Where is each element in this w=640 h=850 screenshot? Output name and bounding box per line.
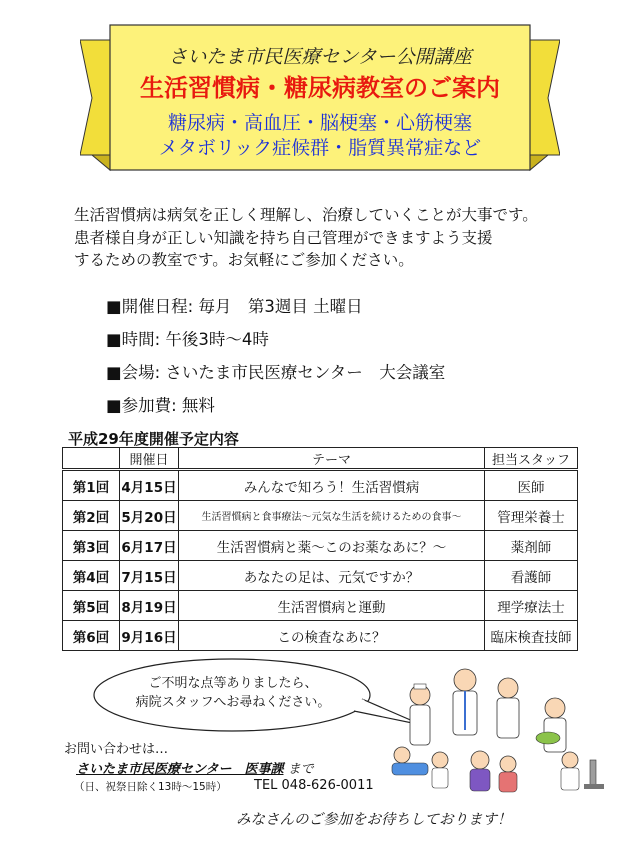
session-staff: 管理栄養士	[485, 501, 578, 531]
session-number: 第5回	[63, 591, 120, 621]
bubble-line: 病院スタッフへお尋ねください。	[135, 695, 331, 710]
title-banner	[80, 20, 560, 175]
session-number: 第3回	[63, 531, 120, 561]
session-number: 第4回	[63, 561, 120, 591]
banner-subtitle: さいたま市民医療センター公開講座	[168, 46, 472, 68]
header-cell: 担当スタッフ	[485, 448, 578, 470]
patient-head	[394, 747, 410, 763]
contact-org	[76, 758, 314, 777]
intro-line: 患者様自身が正しい知識を持ち自己管理ができますよう支援	[74, 228, 493, 247]
session-date: 4月15日	[120, 470, 179, 501]
bubble-line: ご不明な点等ありましたら、	[148, 676, 318, 691]
contact-hours: （日、祝祭日除く13時～15時）	[74, 781, 227, 793]
session-theme: 生活習慣病と薬～このお薬なあに？～	[179, 531, 485, 561]
schedule-title: 平成29年度開催予定内容	[68, 430, 239, 448]
table-row	[63, 561, 578, 591]
intro-line: するための教室です。お気軽にご参加ください。	[74, 251, 414, 269]
session-theme: 生活習慣病と運動	[179, 591, 485, 621]
hospital-staff-illustration	[380, 660, 620, 800]
session-theme: みんなで知ろう！生活習慣病	[179, 470, 485, 501]
contact-lead: お問い合わせは…	[64, 742, 169, 757]
session-staff: 臨床検査技師	[485, 621, 578, 651]
session-date: 5月20日	[120, 501, 179, 531]
header-cell: テーマ	[179, 448, 485, 470]
pharmacist-body	[497, 698, 519, 738]
table-row	[63, 501, 578, 531]
session-theme: 生活習慣病と食事療法～元気な生活を続けるための食事～	[179, 501, 485, 531]
session-number: 第6回	[63, 621, 120, 651]
session-date: 9月16日	[120, 621, 179, 651]
session-date: 8月19日	[120, 591, 179, 621]
session-staff: 医師	[485, 470, 578, 501]
nurse-body	[410, 705, 430, 745]
intro-line: 生活習慣病は病気を正しく理解し、治療していくことが大事です。	[74, 206, 538, 224]
contact-tel: TEL 048-626-0011	[254, 778, 374, 793]
contact-org-suffix: まで	[283, 762, 314, 777]
header-cell	[63, 448, 120, 470]
event-info	[106, 290, 445, 422]
info-venue: ■会場: さいたま市民医療センター 大会議室	[106, 363, 446, 382]
contact-org-name: さいたま市民医療センター 医事課	[76, 762, 284, 777]
contact-info	[64, 738, 374, 793]
doctor-head	[454, 669, 476, 691]
session-date: 7月15日	[120, 561, 179, 591]
session-number: 第1回	[63, 470, 120, 501]
microscope-icon	[590, 760, 596, 786]
session-staff: 看護師	[485, 561, 578, 591]
session-theme: この検査なあに？	[179, 621, 485, 651]
family-head	[471, 751, 489, 769]
info-time: ■時間: 午後3時～4時	[106, 330, 269, 349]
schedule-table	[62, 447, 578, 651]
banner-title: 生活習慣病・糖尿病教室のご案内	[140, 74, 500, 102]
table-row	[63, 531, 578, 561]
session-theme: あなたの足は、元気ですか？	[179, 561, 485, 591]
session-number: 第2回	[63, 501, 120, 531]
pharmacist-head	[498, 678, 518, 698]
intro-text	[74, 204, 594, 272]
info-schedule: ■開催日程: 毎月 第3週目 土曜日	[106, 297, 363, 316]
session-staff: 理学療法士	[485, 591, 578, 621]
banner-diseases-1: 糖尿病・高血圧・脳梗塞・心筋梗塞	[167, 112, 472, 134]
info-fee: ■参加費: 無料	[106, 396, 215, 415]
table-row	[63, 470, 578, 501]
table-row	[63, 621, 578, 651]
banner-diseases-2: メタボリック症候群・脂質異常症など	[158, 137, 482, 159]
bubble-text	[118, 674, 348, 712]
lab-tech-head	[562, 752, 578, 768]
patient-body	[392, 763, 428, 775]
session-staff: 薬剤師	[485, 531, 578, 561]
closing-message: みなさんのご参加をお待ちしております！	[236, 812, 512, 828]
table-row	[63, 591, 578, 621]
dietitian-head	[545, 698, 565, 718]
session-date: 6月17日	[120, 531, 179, 561]
header-cell: 開催日	[120, 448, 179, 470]
